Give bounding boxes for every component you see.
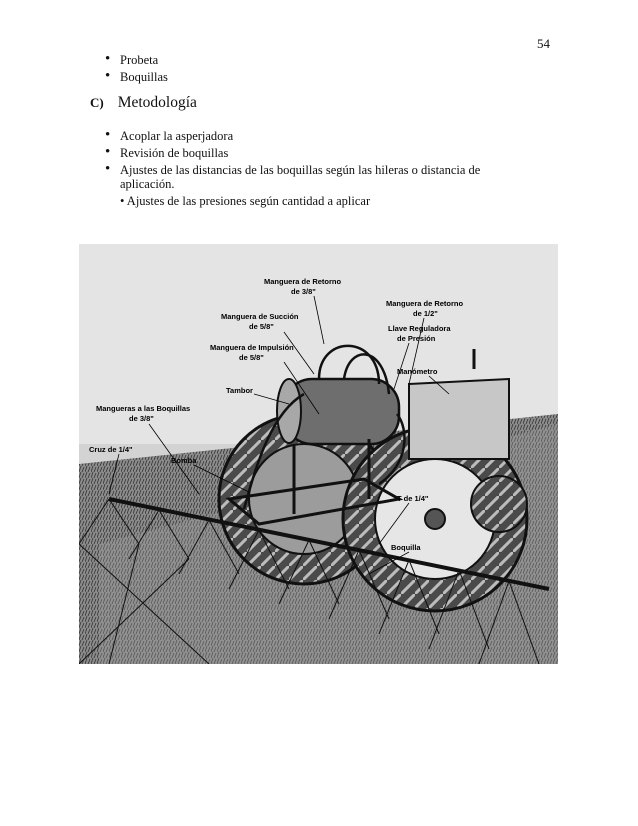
- label-cruz: Cruz de 1/4": [89, 445, 133, 454]
- list-item: • Ajustes de las distancias de las boquillas según las hileras o distancia de: [120, 162, 480, 179]
- label-manguera-retorno-38: Manguera de Retorno: [264, 277, 342, 286]
- label-llave-reguladora-2: de Presión: [397, 334, 436, 343]
- section-heading: [90, 94, 197, 112]
- methodology-list: [120, 128, 480, 179]
- tractor-hood: [409, 379, 509, 459]
- label-manguera-retorno-38-size: de 3/8": [291, 287, 316, 296]
- label-boquilla: Boquilla: [391, 543, 421, 552]
- list-item: • Acoplar la asperjadora: [120, 128, 480, 145]
- label-manguera-impulsion-size: de 5/8": [239, 353, 264, 362]
- wheel-hub: [425, 509, 445, 529]
- materials-list: [120, 52, 168, 86]
- label-manguera-succion-size: de 5/8": [249, 322, 274, 331]
- sprayer-figure: [79, 244, 558, 664]
- list-item: • Revisión de boquillas: [120, 145, 480, 162]
- section-letter: C): [90, 95, 104, 110]
- list-item: • Ajustes de las presiones según cantidad a aplicar: [120, 194, 371, 208]
- page-number: 54: [537, 36, 550, 51]
- label-manometro: Manómetro: [397, 367, 438, 376]
- label-manguera-impulsion: Manguera de Impulsión: [210, 343, 294, 352]
- list-item-continuation: aplicación.: [120, 177, 175, 191]
- label-llave-reguladora: Llave Reguladora: [388, 324, 451, 333]
- label-mangueras-boquillas-size: de 3/8": [129, 414, 154, 423]
- label-manguera-retorno-12: Manguera de Retorno: [386, 299, 464, 308]
- label-mangueras-boquillas: Mangueras a las Boquillas: [96, 404, 191, 413]
- label-manguera-succion: Manguera de Succión: [221, 312, 299, 321]
- front-tire: [471, 476, 527, 532]
- list-item: • Probeta: [120, 52, 168, 69]
- label-bomba: Bomba: [171, 456, 197, 465]
- list-item: • Boquillas: [120, 69, 168, 86]
- label-manguera-retorno-12-size: de 1/2": [413, 309, 438, 318]
- section-title: Metodología: [117, 94, 197, 111]
- label-t: T de 1/4": [397, 494, 429, 503]
- label-tambor: Tambor: [226, 386, 253, 395]
- sprayer-illustration: [79, 244, 558, 664]
